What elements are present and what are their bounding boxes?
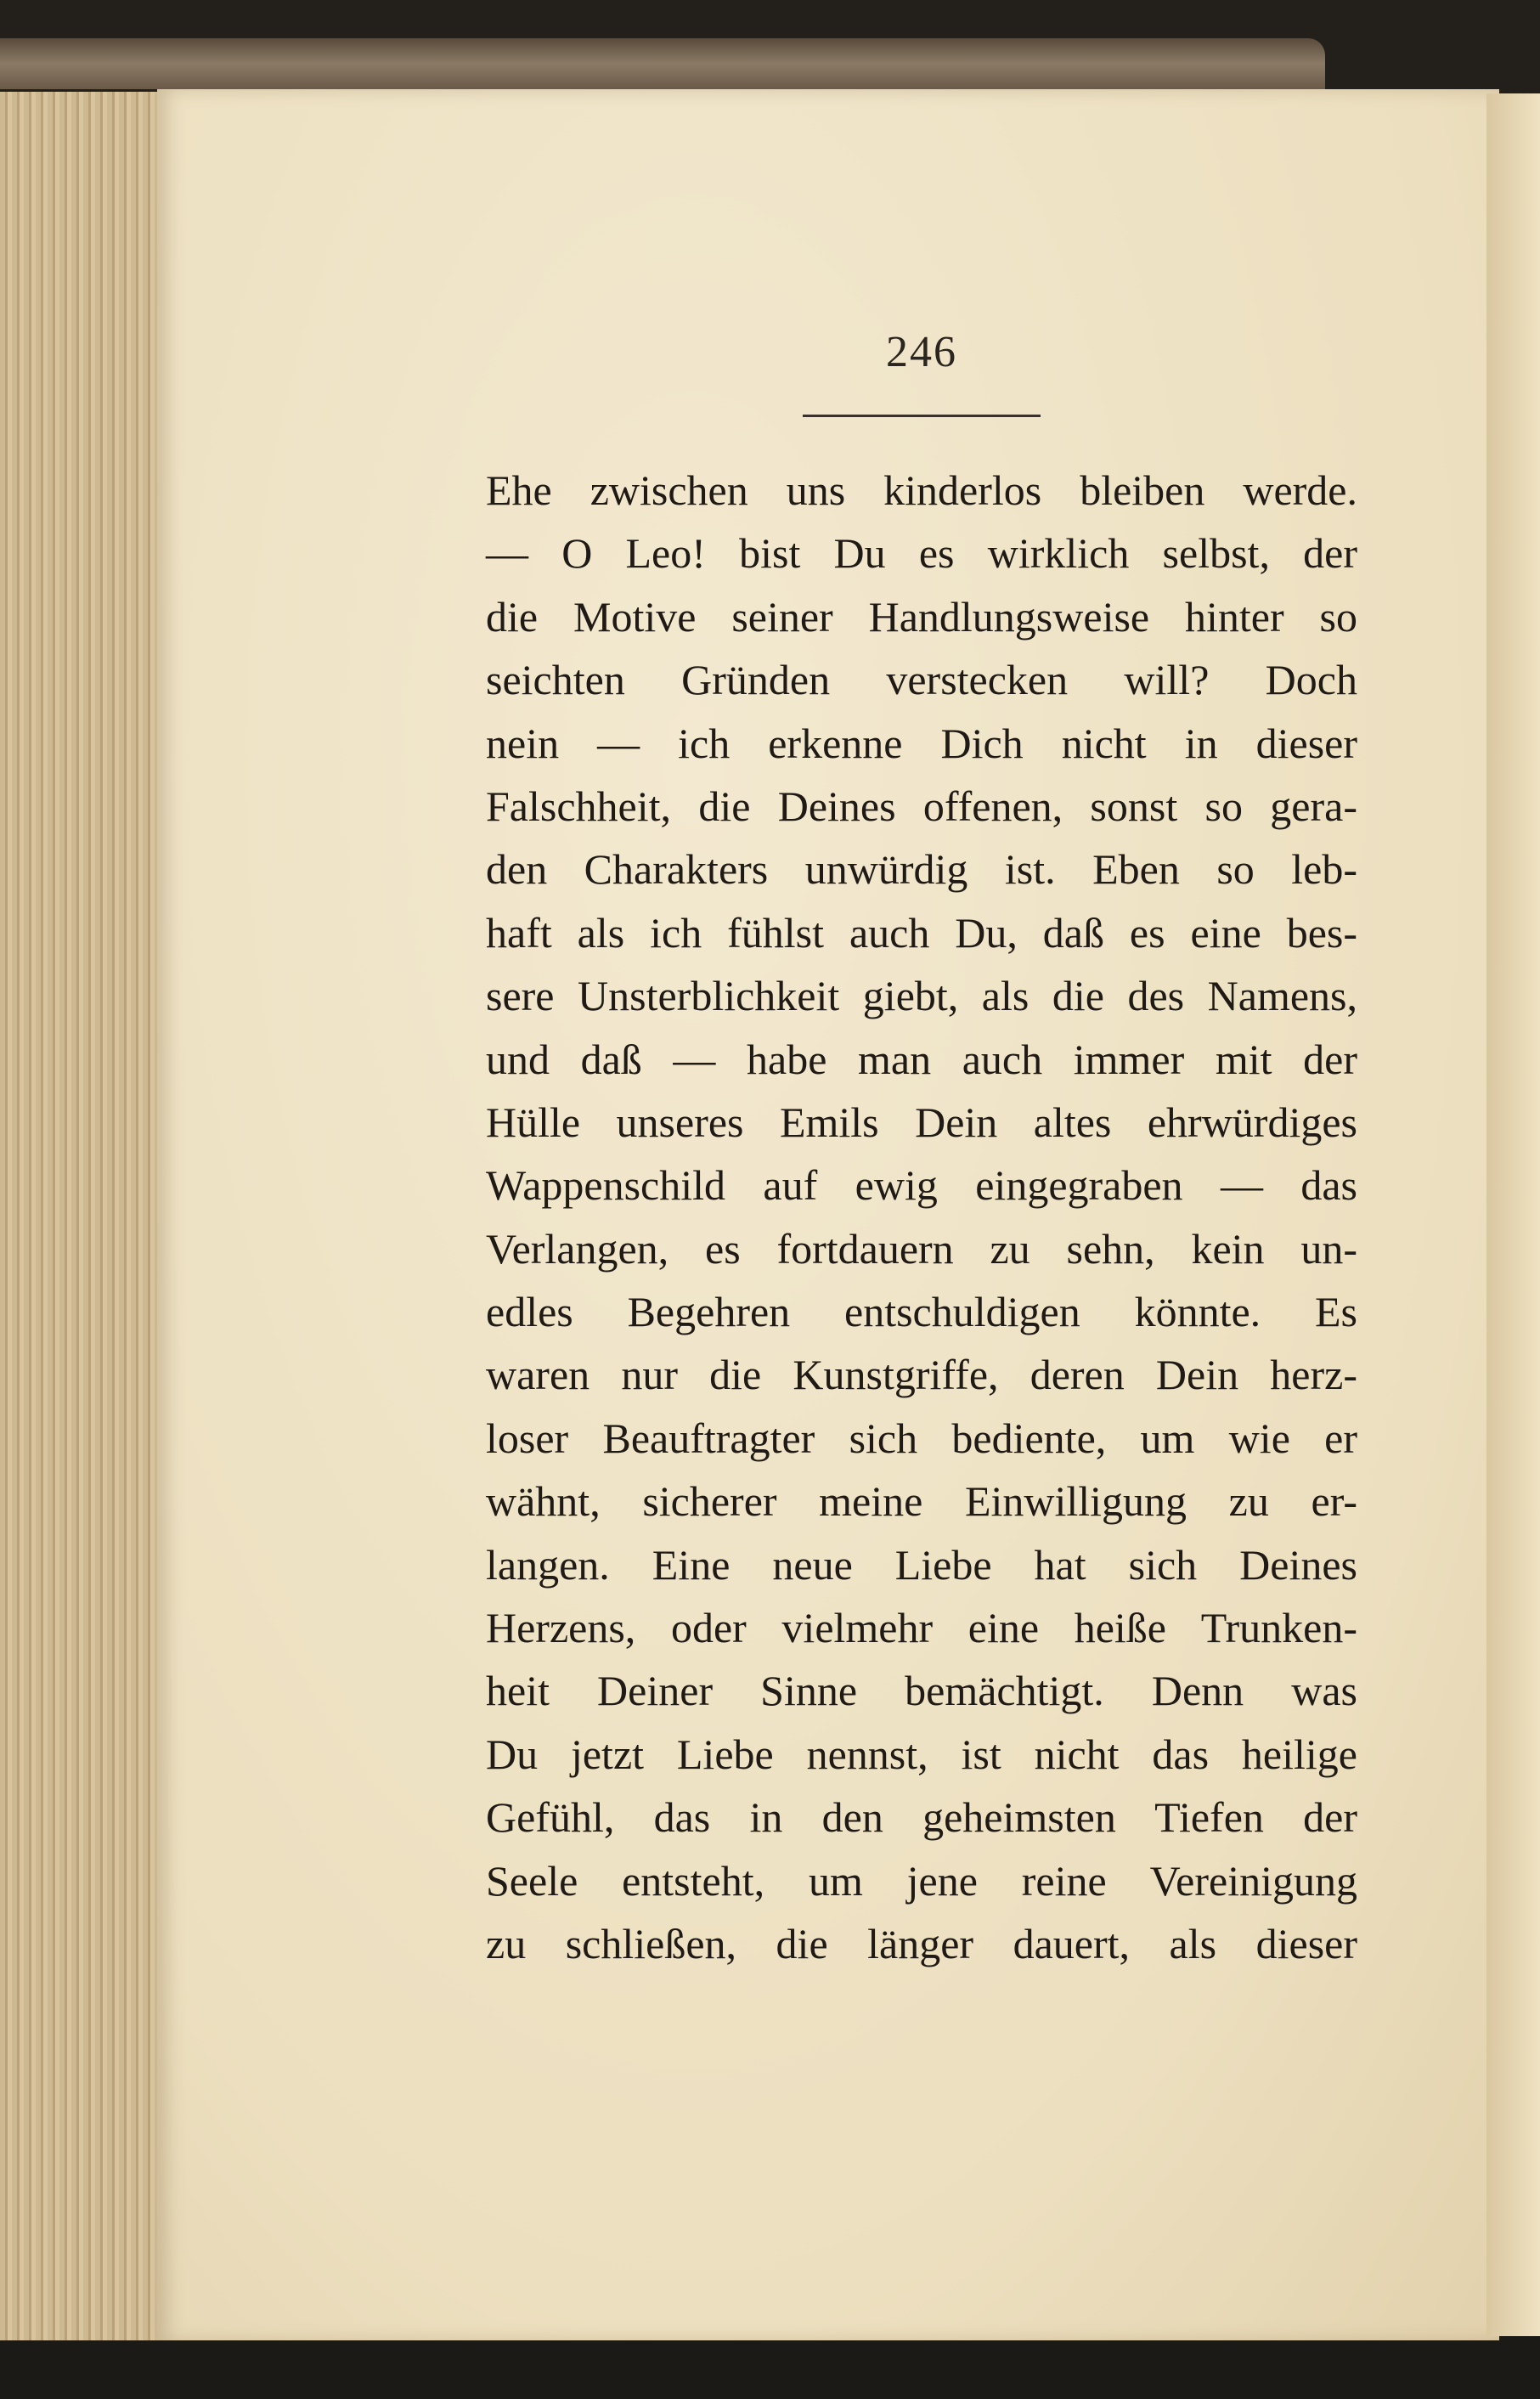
book-spine-edge [0,38,1325,89]
text-line: edles Begehren entschuldigen könnte. Es [486,1288,1357,1336]
text-line: Falschheit, die Deines offenen, sonst so gera- [486,782,1357,830]
page-stack-edge [0,92,166,2343]
text-line: Verlangen, es fortdauern zu sehn, kein un- [486,1224,1357,1273]
text-line: die Motive seiner Handlungsweise hinter so [486,592,1357,641]
background-bottom [0,2340,1540,2399]
header-rule [803,415,1041,417]
text-line: Herzens, oder vielmehr eine heiße Trunken- [486,1604,1357,1652]
text-line: nein — ich erkenne Dich nicht in dieser [486,719,1357,767]
text-line: zu schließen, die länger dauert, als dieser [486,1919,1357,1967]
text-line: sere Unsterblichkeit giebt, als die des Namens, [486,972,1357,1020]
text-line: Hülle unseres Emils Dein altes ehrwürdiges [486,1098,1357,1146]
body-text [486,459,1357,1975]
text-line: Ehe zwischen uns kinderlos bleiben werde. [486,466,1357,514]
text-line: langen. Eine neue Liebe hat sich Deines [486,1540,1357,1589]
text-line: Wappenschild auf ewig eingegraben — das [486,1161,1357,1210]
text-line: wähnt, sicherer meine Einwilligung zu er- [486,1477,1357,1526]
page-number: 246 [886,328,957,376]
text-line: Seele entsteht, um jene reine Vereinigung [486,1856,1357,1905]
text-line: loser Beauftragter sich bediente, um wie er [486,1414,1357,1462]
text-line: heit Deiner Sinne bemächtigt. Denn was [486,1667,1357,1715]
text-line: haft als ich fühlst auch Du, daß es eine bes- [486,908,1357,957]
text-line: Gefühl, das in den geheimsten Tiefen der [486,1793,1357,1842]
text-line: und daß — habe man auch immer mit der [486,1035,1357,1083]
text-line: — O Leo! bist Du es wirklich selbst, der [486,529,1357,578]
facing-page-edge [1486,93,1540,2336]
text-line: Du jetzt Liebe nennst, ist nicht das heilige [486,1730,1357,1778]
text-line: seichten Gründen verstecken will? Doch [486,656,1357,704]
text-line: den Charakters unwürdig ist. Eben so leb- [486,845,1357,894]
text-line: waren nur die Kunstgriffe, deren Dein herz- [486,1351,1357,1399]
